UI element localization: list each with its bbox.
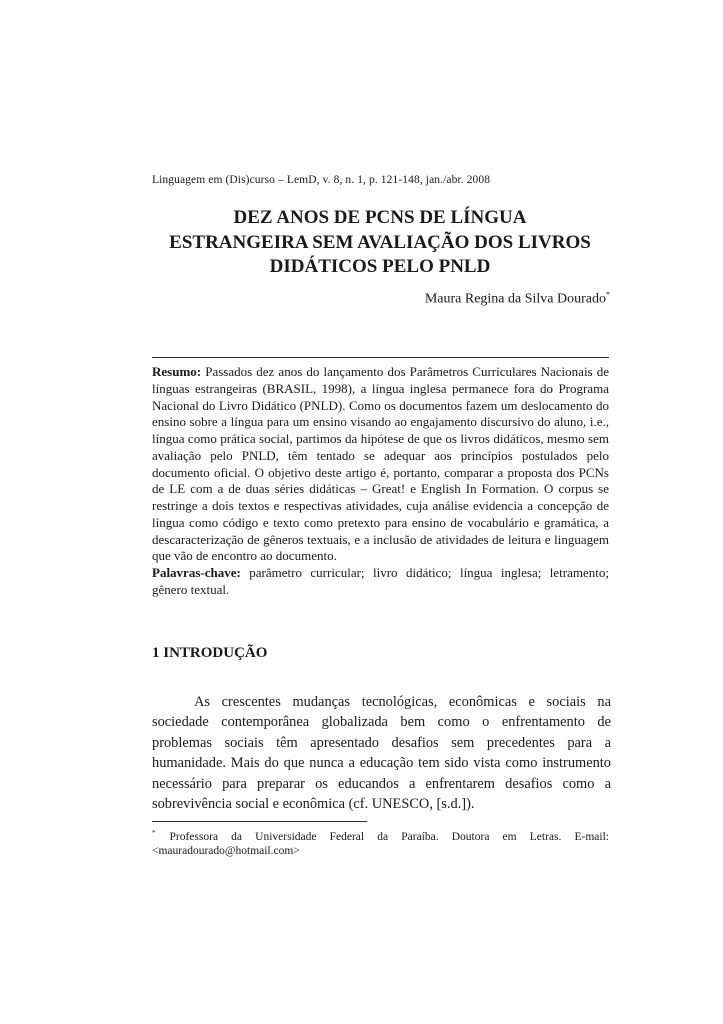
keywords-paragraph xyxy=(152,565,609,599)
author-name-text: Maura Regina da Silva Dourado xyxy=(424,291,606,307)
title-line-1: DEZ ANOS DE PCNS DE LÍNGUA xyxy=(233,207,527,228)
abstract-top-rule xyxy=(152,357,609,358)
running-head: Linguagem em (Dis)curso – LemD, v. 8, n. 1, p. 121-148, jan./abr. 2008 xyxy=(152,174,491,186)
author-name xyxy=(425,290,610,308)
abstract-label: Resumo: xyxy=(152,364,202,379)
footnote xyxy=(152,826,609,858)
footnote-rule xyxy=(152,821,367,822)
article-title xyxy=(140,206,620,280)
title-line-2: ESTRANGEIRA SEM AVALIAÇÃO DOS LIVROS xyxy=(169,231,591,253)
abstract-text: Passados dez anos do lançamento dos Parâmetros Curriculares Nacionais de línguas estrangeiras (BRASIL, 1998), a língua inglesa permanece fora do Programa Nacional do Livro Didático (PNLD). Como os documentos fazem um deslocamento do ensino sobre a língua para um ensino visando ao engajamento discursivo do aluno, i.e., língua como prática social, partimos da hipótese de que os livros didáticos, mesmo sem avaliação pelo PNLD, têm tentado se adequar aos princípios postulados pelo documento oficial. O objetivo deste artigo é, portanto, comparar a proposta dos PCNs de LE com a de duas séries didáticas – Great! e English In Formation. O corpus se restringe a dois textos e respectivas atividades, cuja análise evidencia a concepção de língua como código e texto como pretexto para ensino de vocabulário e gramática, a descaracterização de gêneros textuais, e a inclusão de atividades de leitura e linguagem que vão de encontro ao documento. xyxy=(152,364,609,564)
footnote-text: Professora da Universidade Federal da Paraíba. Doutora em Letras. E-mail: <mauradourado@hotmail.com> xyxy=(152,830,609,857)
abstract-paragraph xyxy=(152,364,609,565)
title-line-3: DIDÁTICOS PELO PNLD xyxy=(269,256,491,277)
abstract-block xyxy=(152,364,609,599)
keywords-text: parâmetro curricular; livro didático; língua inglesa; letramento; gênero textual. xyxy=(152,565,609,597)
author-footnote-mark: * xyxy=(606,290,610,299)
introduction-paragraph: As crescentes mudanças tecnológicas, econômicas e sociais na sociedade contemporânea globalizada bem como o enfrentamento de problemas sociais têm apresentado desafios sem precedentes para a humanidade. Mais do que nunca a educação tem sido vista como instrumento necessário para preparar os educandos a enfrentarem desafios como a sobrevivência social e econômica (cf. UNESCO, [s.d.]). xyxy=(152,694,611,813)
introduction-body xyxy=(152,692,611,814)
section-heading: 1 INTRODUÇÃO xyxy=(152,645,268,661)
footnote-mark: * xyxy=(152,829,156,837)
keywords-label: Palavras-chave: xyxy=(152,565,241,580)
